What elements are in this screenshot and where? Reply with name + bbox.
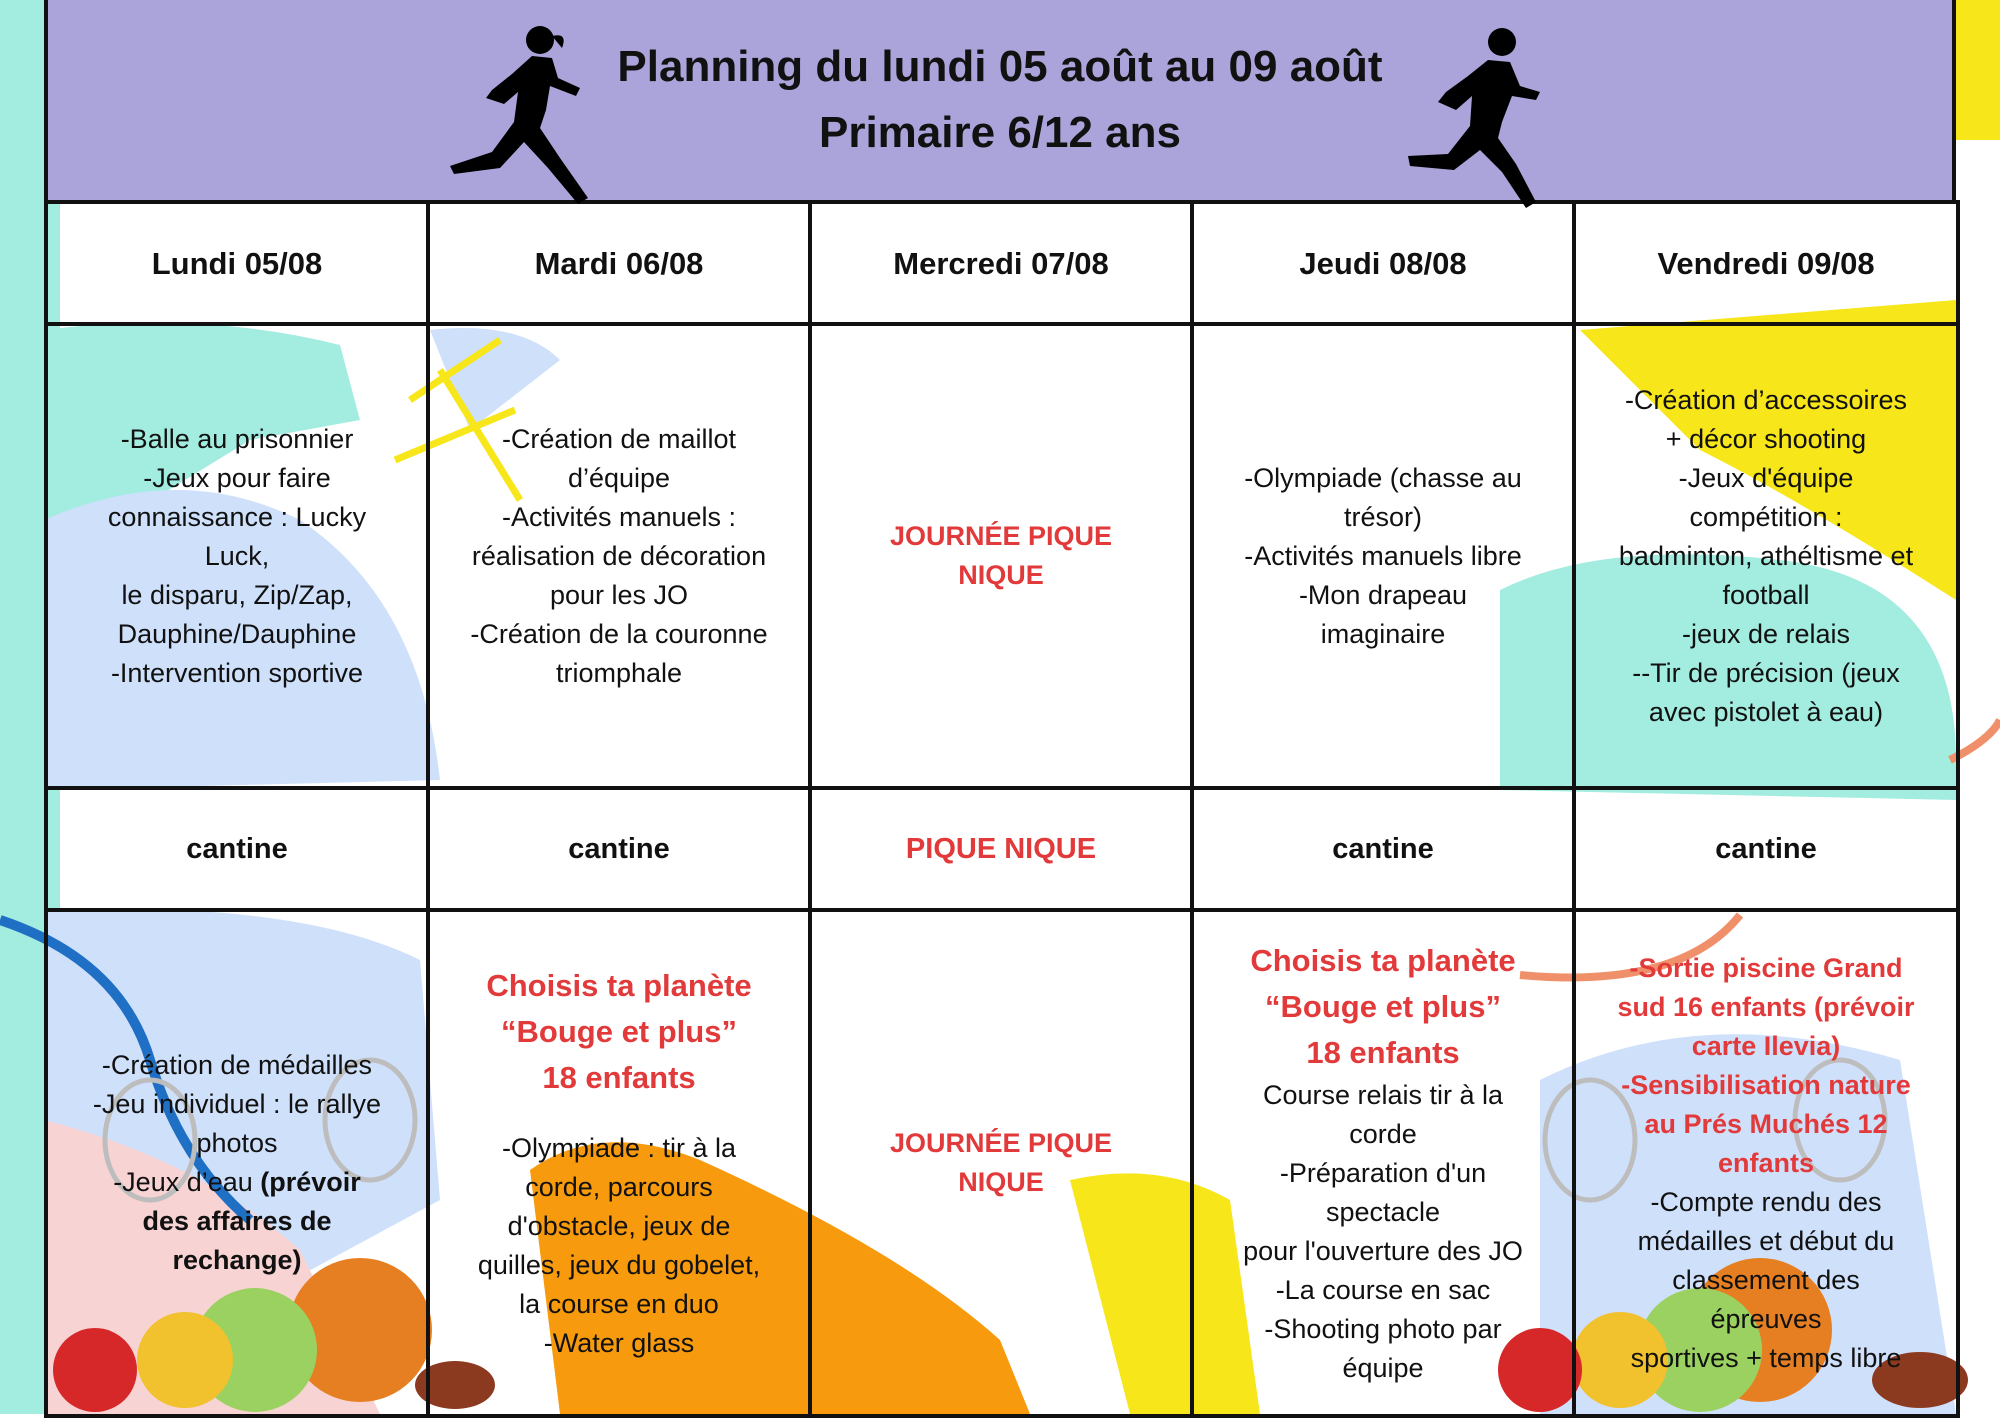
activity-line: -Création de maillot xyxy=(501,423,737,454)
picnic-label: NIQUE xyxy=(958,1167,1044,1197)
lunch-vendredi: cantine xyxy=(1574,788,1958,910)
activity-line: trésor) xyxy=(1343,501,1422,532)
activity-line: -Activités manuels libre xyxy=(1244,540,1522,571)
highlight-line: enfants xyxy=(1717,1147,1815,1178)
title-line-2: Primaire 6/12 ans xyxy=(818,108,1181,157)
activity-line: classement des xyxy=(1672,1264,1860,1295)
activity-line: imaginaire xyxy=(1320,618,1446,649)
picnic-label: JOURNÉE PIQUE xyxy=(889,521,1113,551)
activity-line: -Jeu individuel : le rallye xyxy=(92,1089,382,1119)
activity-line: pour les JO xyxy=(549,579,689,610)
activity-line: -Création de la couronne xyxy=(470,618,768,649)
activity-line: sportives + temps libre xyxy=(1630,1342,1902,1373)
afternoon-lundi xyxy=(46,910,428,1416)
activity-line: -Water glass xyxy=(543,1328,695,1358)
activity-line: -Jeux pour faire xyxy=(143,462,331,493)
days-row xyxy=(46,202,1958,324)
lunch-row xyxy=(46,788,1958,910)
activity-line: la course en duo xyxy=(519,1289,719,1319)
activity-line: photos xyxy=(196,1128,278,1158)
water-games-label: -Jeux d’eau xyxy=(113,1167,261,1197)
activity-line: médailles et début du xyxy=(1637,1225,1895,1256)
afternoon-row xyxy=(46,910,1958,1416)
activity-line xyxy=(68,1163,406,1202)
activity-line: -jeux de relais xyxy=(1681,618,1851,649)
morning-lundi xyxy=(46,324,428,788)
title-line-1: Planning du lundi 05 août au 09 août xyxy=(617,42,1383,91)
day-header-mardi: Mardi 06/08 xyxy=(428,202,810,324)
activity-line: Course relais tir à la xyxy=(1262,1080,1504,1110)
activity-line: d'obstacle, jeux de xyxy=(507,1211,731,1241)
activity-line: -Création de médailles xyxy=(101,1050,373,1080)
activity-line: -Jeux d'équipe xyxy=(1678,462,1854,493)
highlight-line: Choisis ta planète xyxy=(1250,943,1516,978)
lunch-jeudi: cantine xyxy=(1192,788,1574,910)
activity-line: -Olympiade (chasse au xyxy=(1244,462,1522,493)
highlight-line: “Bouge et plus” xyxy=(501,1014,737,1049)
activity-line: triomphale xyxy=(555,657,683,688)
activity-line: spectacle xyxy=(1325,1197,1441,1227)
highlight-line: -Sensibilisation nature xyxy=(1621,1069,1911,1100)
running-woman-icon xyxy=(440,18,610,218)
afternoon-vendredi xyxy=(1574,910,1958,1416)
water-games-note: (prévoir xyxy=(260,1167,361,1197)
spacer xyxy=(450,1101,788,1129)
day-header-lundi: Lundi 05/08 xyxy=(46,202,428,324)
activity-line: équipe xyxy=(1342,1353,1424,1383)
activity-line: --Tir de précision (jeux xyxy=(1632,657,1900,688)
right-yellow-strip xyxy=(1950,0,2000,140)
activity-line: -Olympiade : tir à la xyxy=(501,1133,737,1163)
activity-line: Luck, xyxy=(204,540,270,571)
activity-line: compétition : xyxy=(1689,501,1843,532)
activity-line: connaissance : Lucky xyxy=(107,501,367,532)
afternoon-mercredi xyxy=(810,910,1192,1416)
morning-jeudi xyxy=(1192,324,1574,788)
day-header-vendredi: Vendredi 09/08 xyxy=(1574,202,1958,324)
activity-line: avec pistolet à eau) xyxy=(1648,696,1884,727)
activity-line: -Intervention sportive xyxy=(110,657,364,688)
running-man-icon xyxy=(1390,26,1560,216)
highlight-line: carte Ilevia) xyxy=(1691,1030,1841,1061)
activity-line: -Shooting photo par xyxy=(1264,1314,1502,1344)
activity-line: -Compte rendu des xyxy=(1650,1186,1882,1217)
activity-line: Dauphine/Dauphine xyxy=(117,618,357,649)
highlight-line: -Sortie piscine Grand xyxy=(1629,952,1903,983)
picnic-label: JOURNÉE PIQUE xyxy=(889,1128,1113,1158)
header-banner xyxy=(44,0,1956,200)
morning-row xyxy=(46,324,1958,788)
activity-line: quilles, jeux du gobelet, xyxy=(477,1250,761,1280)
lunch-mardi: cantine xyxy=(428,788,810,910)
activity-line: pour l'ouverture des JO xyxy=(1243,1236,1523,1266)
activity-line: le disparu, Zip/Zap, xyxy=(121,579,353,610)
day-header-jeudi: Jeudi 08/08 xyxy=(1192,202,1574,324)
day-header-mercredi: Mercredi 07/08 xyxy=(810,202,1192,324)
highlight-line: Choisis ta planète xyxy=(486,968,752,1003)
afternoon-jeudi xyxy=(1192,910,1574,1416)
water-games-note: des affaires de xyxy=(142,1206,332,1236)
activity-line: -Création d’accessoires xyxy=(1624,384,1908,415)
highlight-line: 18 enfants xyxy=(542,1060,696,1095)
lunch-mercredi: PIQUE NIQUE xyxy=(810,788,1192,910)
afternoon-mardi xyxy=(428,910,810,1416)
morning-mercredi xyxy=(810,324,1192,788)
morning-vendredi xyxy=(1574,324,1958,788)
activity-line: -Mon drapeau xyxy=(1298,579,1468,610)
weekly-planning-table xyxy=(44,200,1960,1418)
morning-mardi xyxy=(428,324,810,788)
highlight-line: “Bouge et plus” xyxy=(1265,989,1501,1024)
activity-line: épreuves xyxy=(1710,1303,1822,1334)
lunch-lundi: cantine xyxy=(46,788,428,910)
activity-line: badminton, athéltisme et xyxy=(1618,540,1914,571)
activity-line: -Préparation d'un xyxy=(1279,1158,1487,1188)
water-games-note: rechange) xyxy=(172,1245,302,1275)
activity-line: réalisation de décoration xyxy=(471,540,767,571)
activity-line: -La course en sac xyxy=(1275,1275,1491,1305)
activity-line: football xyxy=(1722,579,1810,610)
activity-line: -Balle au prisonnier xyxy=(120,423,354,454)
activity-line: -Activités manuels : xyxy=(501,501,737,532)
activity-line: + décor shooting xyxy=(1665,423,1867,454)
page-title xyxy=(48,34,1952,166)
activity-line: corde, parcours xyxy=(525,1172,713,1202)
highlight-line: 18 enfants xyxy=(1306,1035,1460,1070)
highlight-line: sud 16 enfants (prévoir xyxy=(1617,991,1915,1022)
activity-line: d’équipe xyxy=(567,462,671,493)
picnic-label: NIQUE xyxy=(958,560,1044,590)
highlight-line: au Prés Muchés 12 xyxy=(1644,1108,1888,1139)
activity-line: corde xyxy=(1349,1119,1417,1149)
